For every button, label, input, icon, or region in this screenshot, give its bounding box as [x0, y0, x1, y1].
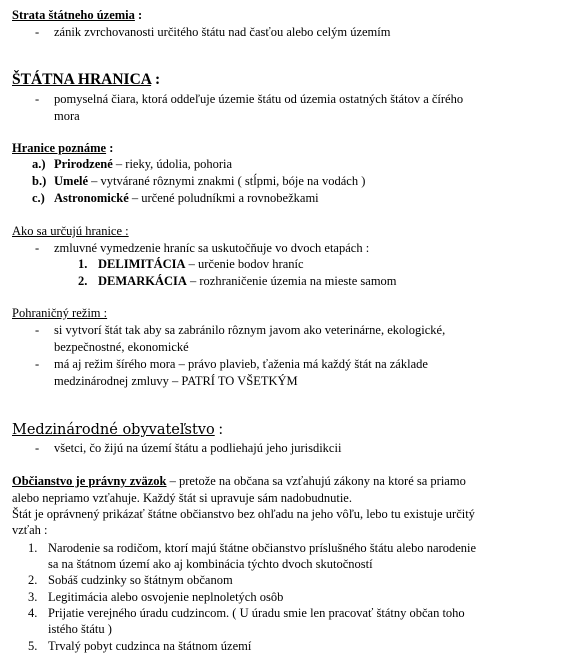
list-desc: – určené poludníkmi a rovnobežkami: [128, 191, 319, 205]
section-heading-hranice-pozname: [12, 140, 113, 156]
list-desc: – rieky, údolia, pohoria: [112, 157, 233, 171]
paragraph-rest: – pretože na občana sa vzťahujú zákony na ktoré sa priamo: [166, 474, 466, 488]
heading-text: Hranice poznáme: [12, 141, 107, 155]
heading-text: Občianstvo je právny zväzok: [12, 474, 167, 488]
list-item-line1: Prijatie verejného úradu cudzincom. ( U úradu smie len pracovať štátny občan toho: [48, 606, 465, 620]
heading-colon: :: [106, 141, 114, 155]
list-marker: 1.: [28, 541, 38, 555]
list-marker: a.): [32, 157, 46, 171]
list-marker: 4.: [28, 606, 38, 620]
heading-text: ŠTÁTNA HRANICA: [12, 71, 152, 88]
list-marker: b.): [32, 174, 47, 188]
paragraph-line: [12, 473, 466, 489]
heading-text: Medzinárodné obyvateľstvo: [12, 422, 215, 438]
list-item: [32, 190, 319, 206]
bullet-text: zmluvné vymedzenie hraníc sa uskutočňuje vo dvoch etapách :: [54, 241, 370, 255]
bullet-text-line2: mora: [54, 109, 80, 123]
list-marker: 3.: [28, 590, 38, 604]
bullet-dash: -: [35, 441, 40, 455]
list-marker: 1.: [78, 257, 88, 271]
section-heading-statna-hranica: [12, 72, 160, 88]
section-heading-ako-sa-urcuju: Ako sa určujú hranice :: [12, 224, 129, 238]
list-item-line1: Narodenie sa rodičom, ktorí majú štátne občianstvo príslušného štátu alebo narodenie: [48, 541, 477, 555]
heading-text: Strata štátneho územia: [12, 8, 135, 22]
heading-colon: :: [134, 8, 143, 22]
list-term: Astronomické: [54, 191, 129, 205]
list-term: DEMARKÁCIA: [98, 274, 187, 288]
section-heading-medzinarodne-obyvatelstvo: [12, 422, 223, 438]
list-term: Umelé: [54, 174, 89, 188]
list-marker: c.): [32, 191, 45, 205]
list-item-line2: sa na štátnom území ako aj kombinácia týchto dvoch skutočností: [48, 557, 373, 571]
list-desc: – vytvárané rôznymi znakmi ( stĺpmi, bóje na vodách ): [88, 174, 366, 188]
list-marker: 5.: [28, 639, 38, 653]
list-desc: – určenie bodov hraníc: [185, 257, 304, 271]
list-marker: 2.: [78, 274, 88, 288]
list-item: Trvalý pobyt cudzinca na štátnom území: [48, 639, 252, 653]
heading-colon: :: [151, 71, 161, 88]
heading-colon: :: [214, 421, 223, 438]
section-heading-strata: [12, 7, 142, 23]
bullet-dash: -: [35, 357, 40, 371]
bullet-text: zánik zvrchovanosti určitého štátu nad časťou alebo celým územím: [54, 25, 391, 39]
bullet-text: všetci, čo žijú na území štátu a podliehajú jeho jurisdikcii: [54, 441, 342, 455]
list-item-line2: istého štátu ): [48, 622, 112, 636]
list-item: [32, 173, 365, 189]
paragraph-line: Štát je oprávnený prikázať štátne občianstvo bez ohľadu na jeho vôľu, lebo tu existuje určitý: [12, 507, 475, 521]
bullet-text-line1: má aj režim šírého mora – právo plavieb, ťaženia má každý štát na základe: [54, 357, 428, 371]
list-item: Legitimácia alebo osvojenie neplnoletých osôb: [48, 590, 284, 604]
list-item: Sobáš cudzinky so štátnym občanom: [48, 573, 233, 587]
paragraph-line: alebo nepriamo vzťahuje. Každý štát si upravuje sám nadobudnutie.: [12, 491, 352, 505]
bullet-text-line2: bezpečnostné, ekonomické: [54, 340, 189, 354]
list-item: [78, 273, 397, 289]
bullet-dash: -: [35, 92, 40, 106]
bullet-text-line2: medzinárodnej zmluvy – PATRÍ TO VŠETKÝM: [54, 374, 298, 388]
bullet-dash: -: [35, 323, 40, 337]
list-term: Prirodzené: [54, 157, 113, 171]
bullet-text-line1: si vytvorí štát tak aby sa zabránilo rôznym javom ako veterinárne, ekologické,: [54, 323, 446, 337]
list-desc: – rozhraničenie územia na mieste samom: [186, 274, 397, 288]
paragraph-line: vzťah :: [12, 523, 48, 537]
list-item: [32, 156, 232, 172]
bullet-text-line1: pomyselná čiara, ktorá oddeľuje územie štátu od územia ostatných štátov a čírého: [54, 92, 464, 106]
section-heading-pohranicny-rezim: Pohraničný režim :: [12, 306, 108, 320]
bullet-dash: -: [35, 241, 40, 255]
list-marker: 2.: [28, 573, 38, 587]
list-item: [78, 256, 304, 272]
bullet-dash: -: [35, 25, 40, 39]
list-term: DELIMITÁCIA: [98, 257, 186, 271]
